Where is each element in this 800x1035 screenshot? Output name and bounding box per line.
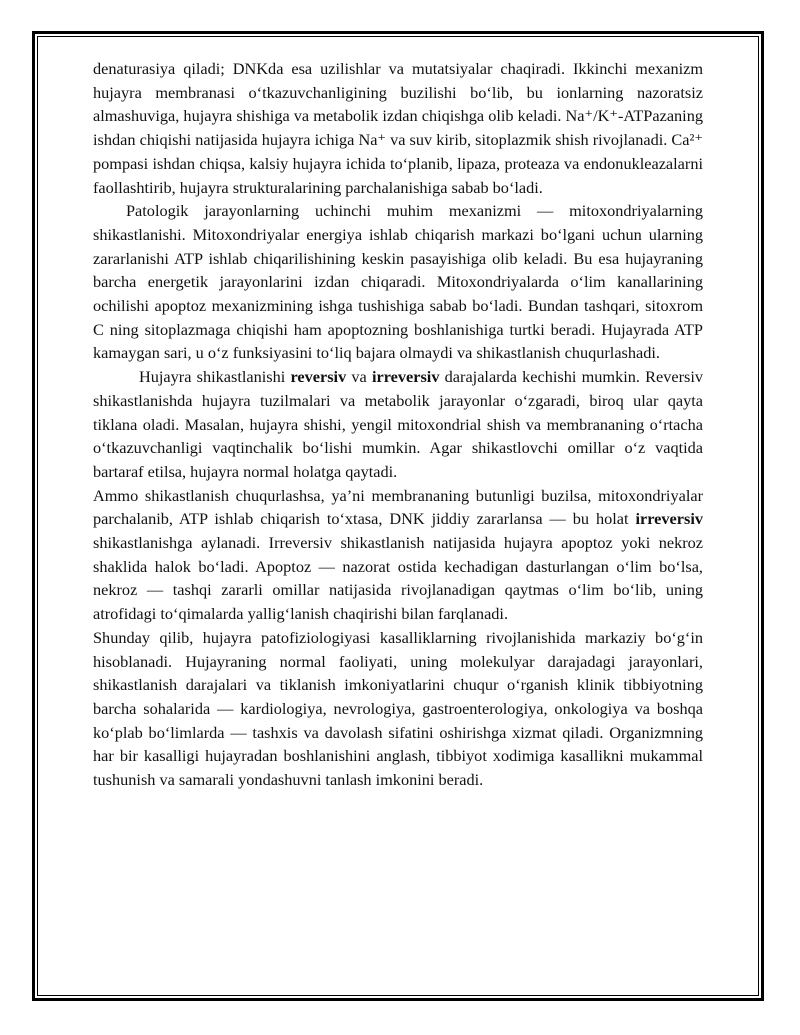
text-run: shikastlanishga aylanadi. Irreversiv shikastlanish natijasida hujayra apoptoz yoki nekroz shaklida halok bo‘ladi. Apoptoz — nazorat ostida kechadigan dasturlangan o‘lim bo‘lsa, nekroz — tashqi zararli omillar natijasida rivojlanadigan qaytmas o‘lim bo‘lib, uning atrofidagi to‘qimalarda yallig‘lanish chaqirishi bilan farqlanadi.: [93, 533, 703, 624]
text-run: darajalarda kechishi mumkin. Reversiv shikastlanishda hujayra tuzilmalari va metabolik jarayonlar o‘zgaradi, biroq ular qayta tiklana oladi. Masalan, hujayra shishi, yengil mitoxondrial shish va membrananing o‘rtacha o‘tkazuvchanligi vaqtinchalik bo‘lishi mumkin. Agar shikastlovchi omillar o‘z vaqtida bartaraf etilsa, hujayra normal holatga qaytadi.: [93, 367, 704, 481]
paragraph-5: Shunday qilib, hujayra patofiziologiyasi kasalliklarning rivojlanishida markaziy bo‘g‘in hisoblanadi. Hujayraning normal faoliyati, uning molekulyar darajadagi jarayonlari, shikastlanish darajalari va tiklanish imkoniyatlarini chuqur o‘rganish klinik tibbiyotning barcha sohalarida — kardiologiya, nevrologiya, gastroenterologiya, onkologiya va boshqa ko‘plab bo‘limlarda — tashxis va davolash sifatini oshirishga xizmat qiladi. Organizmning har bir kasalligi hujayradan boshlanishini anglash, tibbiyot xodimiga kasallikni mukammal tushunish va samarali yondashuvni tanlash imkonini beradi.: [93, 627, 703, 790]
bold-term-reversiv: reversiv: [290, 367, 347, 387]
paragraph-2: Patologik jarayonlarning uchinchi muhim mexanizmi — mitoxondriyalarning shikastlanishi. Mitoxondriyalar energiya ishlab chiqarish markazi bo‘lgani uchun ularning zararlanishi ATP ishlab chiqarilishining keskin pasayishiga olib keladi. Bu esa hujayraning barcha energetik jarayonlarini izdan chiqaradi. Mitoxondriyalarda o‘lim kanallarining ochilishi apoptoz mexanizmining ishga tushishiga sabab bo‘ladi. Bundan tashqari, sitoxrom C ning sitoplazmaga chiqishi ham apoptozning boshlanishiga turtki beradi. Hujayrada ATP kamaygan sari, u o‘z funksiyasini to‘liq bajara olmaydi va shikastlanish chuqurlashadi.: [93, 201, 703, 363]
text-run: Ammo shikastlanish chuqurlashsa, ya’ni membrananing butunligi buzilsa, mitoxondriyalar parchalanib, ATP ishlab chiqarish to‘xtasa, DNK jiddiy zararlansa — bu holat: [93, 485, 703, 529]
text-run: Hujayra shikastlanishi: [139, 367, 291, 387]
paragraph-4: [93, 484, 703, 626]
paragraph-3: [93, 365, 703, 484]
paragraph-1: denaturasiya qiladi; DNKda esa uzilishlar va mutatsiyalar chaqiradi. Ikkinchi mexanizm hujayra membranasi o‘tkazuvchanligining buzilishi bo‘lib, bu ionlarning nazoratsiz almashuviga, hujayra shishiga va metabolik izdan chiqishga olib keladi. Na⁺/K⁺-ATPazaning ishdan chiqishi natijasida hujayra ichiga Na⁺ va suv kirib, sitoplazmik shish rivojlanadi. Ca²⁺ pompasi ishdan chiqsa, kalsiy hujayra ichida to‘planib, lipaza, proteaza va endonukleazalarni faollashtirib, hujayra strukturalarining parchalanishiga sabab bo‘ladi.: [93, 59, 703, 197]
text-run: va: [346, 367, 372, 387]
document-body: [93, 57, 703, 792]
bold-term-irreversiv: irreversiv: [371, 367, 440, 387]
bold-term-irreversiv: irreversiv: [635, 509, 703, 529]
